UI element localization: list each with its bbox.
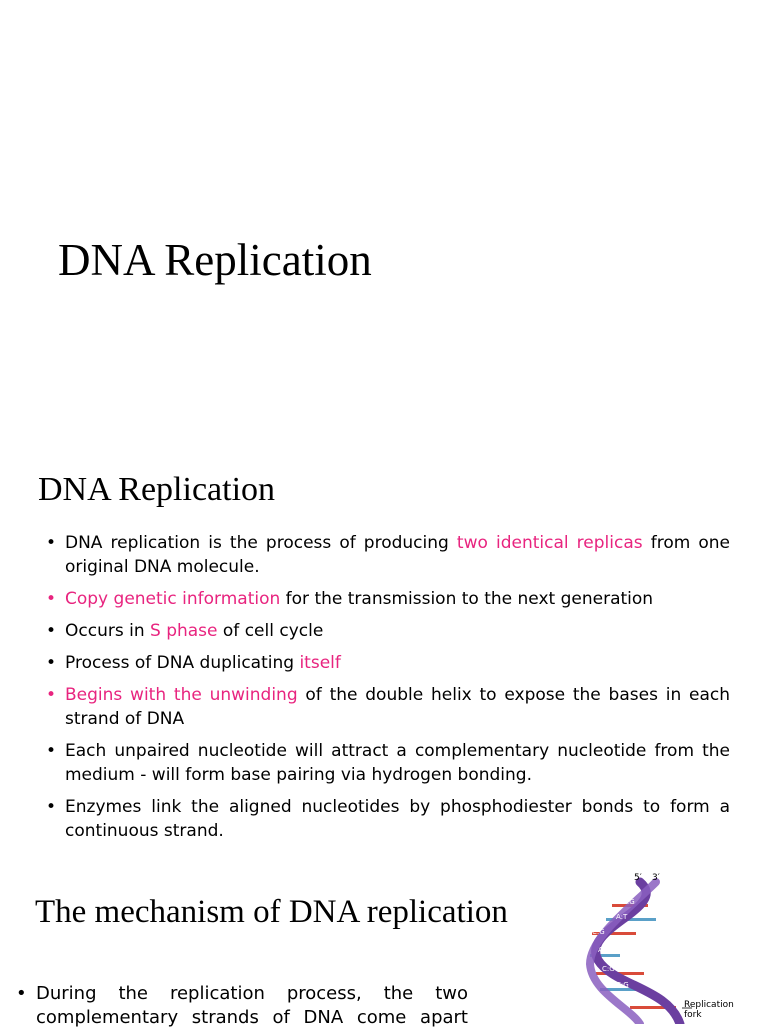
base-pair-label: C:G bbox=[622, 898, 635, 906]
slide-2-title: DNA Replication bbox=[38, 471, 276, 508]
bullet-item: • Each unpaired nucleotide will attract a complementary nucleotide from the medium - will form base pairing via hydrogen bonding. bbox=[44, 739, 730, 787]
base-pair-label: C:G bbox=[602, 965, 615, 973]
highlight-text: S phase bbox=[150, 621, 218, 641]
title-slide bbox=[0, 0, 768, 448]
label-5-prime: 5′ bbox=[634, 873, 642, 883]
bullet-item: • Process of DNA duplicating itself bbox=[44, 651, 730, 675]
bullet-item: • Copy genetic information for the transmission to the next generation bbox=[44, 587, 730, 611]
bullet-item: • Occurs in S phase of cell cycle bbox=[44, 619, 730, 643]
base-pair-label: C:G bbox=[592, 928, 605, 936]
highlight-text: Copy genetic information bbox=[65, 589, 281, 609]
highlight-text: itself bbox=[299, 653, 341, 673]
highlight-text: Begins with the unwinding bbox=[65, 685, 298, 705]
fork-label: Replication bbox=[684, 1000, 734, 1010]
base-pair-label: T bbox=[650, 1000, 655, 1008]
fork-label: fork bbox=[684, 1010, 702, 1020]
mechanism-bullet-list bbox=[14, 982, 468, 1030]
bullet-item: • During the replication process, the two complementary strands of DNA come apart bbox=[14, 982, 468, 1030]
slide-1-title: DNA Replication bbox=[58, 235, 372, 285]
dna-helix-figure bbox=[570, 868, 768, 1024]
slide-3-title: The mechanism of DNA replication bbox=[35, 894, 508, 930]
bullet-item: • Begins with the unwinding of the double helix to expose the bases in each strand of DNA bbox=[44, 683, 730, 731]
bullet-item: • DNA replication is the process of producing two identical replicas from one original DNA molecule. bbox=[44, 531, 730, 579]
bullet-item: • Enzymes link the aligned nucleotides by phosphodiester bonds to form a continuous strand. bbox=[44, 795, 730, 843]
highlight-text: two identical replicas bbox=[456, 533, 643, 553]
label-3-prime: 3′ bbox=[652, 873, 660, 883]
base-pair-label: A:T bbox=[616, 913, 628, 921]
base-pair-label: C:G bbox=[616, 981, 629, 989]
bullet-list bbox=[44, 531, 730, 851]
base-pair-label: A bbox=[598, 946, 603, 954]
